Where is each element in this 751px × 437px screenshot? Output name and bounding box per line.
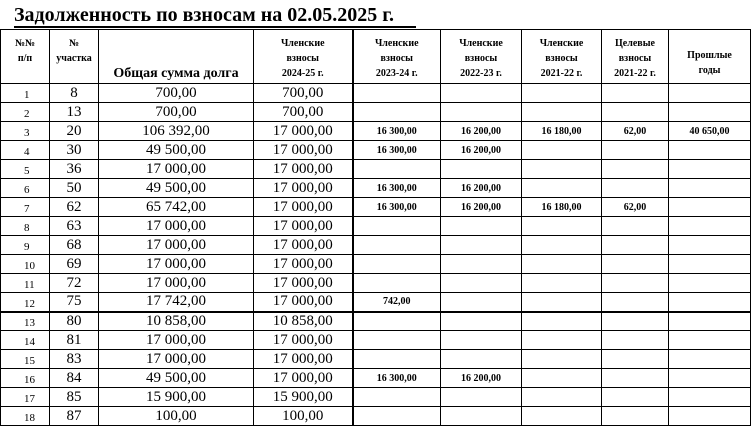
table-row <box>1 407 751 426</box>
header-m2024-line: 2024-25 г. <box>281 68 324 79</box>
plot-number-cell: 50 <box>50 179 99 198</box>
member-2022-23-cell <box>441 103 522 122</box>
member-2021-22-cell <box>522 84 602 103</box>
member-2022-23-cell <box>441 217 522 236</box>
total-debt-cell: 49 500,00 <box>99 179 254 198</box>
member-2021-22-cell <box>522 217 602 236</box>
header-num-line: №№ <box>14 38 36 49</box>
header-m2021-line: Членские <box>539 38 584 49</box>
total-debt-cell: 17 000,00 <box>99 160 254 179</box>
member-2024-25-cell: 17 000,00 <box>254 122 353 141</box>
header-m2022 <box>441 30 522 84</box>
past-years-cell <box>669 350 751 369</box>
member-2024-25-cell: 17 000,00 <box>254 198 353 217</box>
table-row <box>1 160 751 179</box>
member-2023-24-cell <box>353 274 441 293</box>
member-2021-22-cell <box>522 179 602 198</box>
row-index-cell: 8 <box>1 217 50 236</box>
member-2023-24-cell: 16 300,00 <box>353 122 441 141</box>
total-debt-cell: 17 000,00 <box>99 236 254 255</box>
past-years-cell <box>669 255 751 274</box>
row-index-cell: 14 <box>1 331 50 350</box>
header-past-line: Прошлые <box>687 50 732 61</box>
target-2021-22-cell <box>602 331 669 350</box>
past-years-cell <box>669 217 751 236</box>
row-index-cell: 4 <box>1 141 50 160</box>
member-2022-23-cell: 16 200,00 <box>441 369 522 388</box>
member-2024-25-cell: 17 000,00 <box>254 331 353 350</box>
member-2023-24-cell <box>353 103 441 122</box>
past-years-cell <box>669 388 751 407</box>
row-index-cell: 11 <box>1 274 50 293</box>
table-row <box>1 350 751 369</box>
header-m2023-line: 2023-24 г. <box>375 68 418 79</box>
member-2024-25-cell: 17 000,00 <box>254 293 353 312</box>
plot-number-cell: 81 <box>50 331 99 350</box>
member-2023-24-cell <box>353 312 441 331</box>
total-debt-cell: 17 000,00 <box>99 255 254 274</box>
past-years-cell <box>669 331 751 350</box>
member-2023-24-cell: 16 300,00 <box>353 179 441 198</box>
past-years-cell <box>669 103 751 122</box>
member-2022-23-cell <box>441 160 522 179</box>
row-index-cell: 13 <box>1 312 50 331</box>
table-row <box>1 312 751 331</box>
plot-number-cell: 80 <box>50 312 99 331</box>
plot-number-cell: 84 <box>50 369 99 388</box>
member-2021-22-cell <box>522 331 602 350</box>
past-years-cell <box>669 369 751 388</box>
past-years-cell <box>669 236 751 255</box>
member-2021-22-cell <box>522 103 602 122</box>
target-2021-22-cell <box>602 141 669 160</box>
member-2022-23-cell <box>441 350 522 369</box>
target-2021-22-cell <box>602 84 669 103</box>
member-2021-22-cell <box>522 407 602 426</box>
member-2024-25-cell: 700,00 <box>254 84 353 103</box>
total-debt-cell: 106 392,00 <box>99 122 254 141</box>
table-row <box>1 217 751 236</box>
member-2021-22-cell <box>522 274 602 293</box>
member-2023-24-cell: 16 300,00 <box>353 198 441 217</box>
table-row <box>1 141 751 160</box>
member-2021-22-cell <box>522 160 602 179</box>
row-index-cell: 12 <box>1 293 50 312</box>
past-years-cell <box>669 407 751 426</box>
plot-number-cell: 69 <box>50 255 99 274</box>
plot-number-cell: 68 <box>50 236 99 255</box>
total-debt-cell: 17 000,00 <box>99 331 254 350</box>
member-2023-24-cell <box>353 407 441 426</box>
past-years-cell <box>669 84 751 103</box>
header-t2021-line: взносы <box>618 53 652 64</box>
header-m2022-line: 2022-23 г. <box>460 68 502 79</box>
member-2024-25-cell: 17 000,00 <box>254 141 353 160</box>
header-m2021-line: 2021-22 г. <box>540 68 583 79</box>
row-index-cell: 10 <box>1 255 50 274</box>
plot-number-cell: 87 <box>50 407 99 426</box>
member-2024-25-cell: 17 000,00 <box>254 350 353 369</box>
row-index-cell: 16 <box>1 369 50 388</box>
row-index-cell: 5 <box>1 160 50 179</box>
member-2022-23-cell <box>441 331 522 350</box>
member-2022-23-cell <box>441 274 522 293</box>
member-2021-22-cell: 16 180,00 <box>522 122 602 141</box>
total-debt-cell: 17 742,00 <box>99 293 254 312</box>
total-debt-cell: 700,00 <box>99 84 254 103</box>
target-2021-22-cell <box>602 293 669 312</box>
total-debt-cell: 17 000,00 <box>99 217 254 236</box>
header-m2021-line: взносы <box>545 53 578 64</box>
header-m2021 <box>522 30 602 84</box>
target-2021-22-cell <box>602 160 669 179</box>
total-debt-cell: 17 000,00 <box>99 350 254 369</box>
table-row <box>1 293 751 312</box>
member-2022-23-cell <box>441 84 522 103</box>
member-2023-24-cell <box>353 160 441 179</box>
row-index-cell: 17 <box>1 388 50 407</box>
plot-number-cell: 13 <box>50 103 99 122</box>
plot-number-cell: 75 <box>50 293 99 312</box>
member-2024-25-cell: 10 858,00 <box>254 312 353 331</box>
page-title: Задолженность по взносам на 02.05.2025 г. <box>14 2 416 28</box>
member-2021-22-cell <box>522 350 602 369</box>
table-row <box>1 198 751 217</box>
header-m2022-line: взносы <box>464 53 498 64</box>
header-t2021 <box>602 30 669 84</box>
member-2022-23-cell <box>441 293 522 312</box>
header-plot-line: участка <box>56 53 92 64</box>
row-index-cell: 18 <box>1 407 50 426</box>
target-2021-22-cell <box>602 274 669 293</box>
target-2021-22-cell <box>602 369 669 388</box>
row-index-cell: 9 <box>1 236 50 255</box>
row-index-cell: 6 <box>1 179 50 198</box>
member-2022-23-cell: 16 200,00 <box>441 141 522 160</box>
past-years-cell <box>669 293 751 312</box>
past-years-cell <box>669 160 751 179</box>
table-row <box>1 255 751 274</box>
header-m2023 <box>353 30 441 84</box>
plot-number-cell: 62 <box>50 198 99 217</box>
target-2021-22-cell <box>602 236 669 255</box>
total-debt-cell: 100,00 <box>99 407 254 426</box>
member-2023-24-cell <box>353 388 441 407</box>
member-2024-25-cell: 17 000,00 <box>254 179 353 198</box>
member-2022-23-cell: 16 200,00 <box>441 122 522 141</box>
member-2021-22-cell: 16 180,00 <box>522 198 602 217</box>
table-body <box>1 84 751 426</box>
member-2024-25-cell: 15 900,00 <box>254 388 353 407</box>
header-m2023-line: Членские <box>374 38 419 49</box>
plot-number-cell: 85 <box>50 388 99 407</box>
header-t2021-line: Целевые <box>615 38 655 49</box>
member-2024-25-cell: 17 000,00 <box>254 274 353 293</box>
total-debt-cell: 17 000,00 <box>99 274 254 293</box>
debt-table <box>0 29 751 426</box>
header-m2024 <box>254 30 353 84</box>
plot-number-cell: 30 <box>50 141 99 160</box>
member-2021-22-cell <box>522 236 602 255</box>
table-row <box>1 179 751 198</box>
past-years-cell: 40 650,00 <box>669 122 751 141</box>
target-2021-22-cell <box>602 103 669 122</box>
header-t2021-line: 2021-22 г. <box>614 68 656 79</box>
row-index-cell: 3 <box>1 122 50 141</box>
member-2024-25-cell: 100,00 <box>254 407 353 426</box>
row-index-cell: 1 <box>1 84 50 103</box>
member-2022-23-cell: 16 200,00 <box>441 179 522 198</box>
member-2023-24-cell <box>353 255 441 274</box>
header-row <box>1 30 751 84</box>
member-2021-22-cell <box>522 312 602 331</box>
member-2023-24-cell: 742,00 <box>353 293 441 312</box>
total-debt-cell: 10 858,00 <box>99 312 254 331</box>
total-debt-cell: 700,00 <box>99 103 254 122</box>
member-2021-22-cell <box>522 369 602 388</box>
row-index-cell: 2 <box>1 103 50 122</box>
member-2023-24-cell <box>353 331 441 350</box>
header-m2022-line: Членские <box>459 38 503 49</box>
member-2021-22-cell <box>522 388 602 407</box>
target-2021-22-cell <box>602 388 669 407</box>
member-2023-24-cell <box>353 84 441 103</box>
plot-number-cell: 72 <box>50 274 99 293</box>
member-2021-22-cell <box>522 293 602 312</box>
table-row <box>1 388 751 407</box>
member-2024-25-cell: 17 000,00 <box>254 255 353 274</box>
table-row <box>1 369 751 388</box>
past-years-cell <box>669 274 751 293</box>
table-row <box>1 331 751 350</box>
member-2024-25-cell: 17 000,00 <box>254 369 353 388</box>
header-total: Общая сумма долга <box>99 30 254 84</box>
total-debt-cell: 15 900,00 <box>99 388 254 407</box>
past-years-cell <box>669 179 751 198</box>
member-2024-25-cell: 700,00 <box>254 103 353 122</box>
target-2021-22-cell <box>602 407 669 426</box>
row-index-cell: 7 <box>1 198 50 217</box>
member-2023-24-cell <box>353 217 441 236</box>
target-2021-22-cell <box>602 312 669 331</box>
member-2023-24-cell: 16 300,00 <box>353 141 441 160</box>
target-2021-22-cell <box>602 179 669 198</box>
header-m2024-line: взносы <box>286 53 319 64</box>
plot-number-cell: 63 <box>50 217 99 236</box>
plot-number-cell: 8 <box>50 84 99 103</box>
member-2024-25-cell: 17 000,00 <box>254 160 353 179</box>
member-2022-23-cell <box>441 255 522 274</box>
member-2022-23-cell: 16 200,00 <box>441 198 522 217</box>
past-years-cell <box>669 198 751 217</box>
header-past <box>669 30 751 84</box>
row-index-cell: 15 <box>1 350 50 369</box>
member-2022-23-cell <box>441 236 522 255</box>
header-m2024-line: Членские <box>280 38 325 49</box>
past-years-cell <box>669 312 751 331</box>
table-row <box>1 274 751 293</box>
member-2022-23-cell <box>441 312 522 331</box>
header-num-line: п/п <box>17 53 33 64</box>
table-row <box>1 103 751 122</box>
member-2024-25-cell: 17 000,00 <box>254 236 353 255</box>
plot-number-cell: 20 <box>50 122 99 141</box>
plot-number-cell: 83 <box>50 350 99 369</box>
member-2021-22-cell <box>522 141 602 160</box>
header-m2023-line: взносы <box>380 53 413 64</box>
member-2022-23-cell <box>441 407 522 426</box>
table-row <box>1 122 751 141</box>
member-2022-23-cell <box>441 388 522 407</box>
header-plot-line: № <box>68 38 80 49</box>
target-2021-22-cell <box>602 255 669 274</box>
total-debt-cell: 49 500,00 <box>99 369 254 388</box>
target-2021-22-cell: 62,00 <box>602 198 669 217</box>
header-past-line: годы <box>698 65 721 76</box>
member-2021-22-cell <box>522 255 602 274</box>
member-2023-24-cell <box>353 236 441 255</box>
table-row <box>1 84 751 103</box>
header-plot <box>50 30 99 84</box>
target-2021-22-cell: 62,00 <box>602 122 669 141</box>
total-debt-cell: 49 500,00 <box>99 141 254 160</box>
member-2023-24-cell: 16 300,00 <box>353 369 441 388</box>
member-2023-24-cell <box>353 350 441 369</box>
target-2021-22-cell <box>602 217 669 236</box>
member-2024-25-cell: 17 000,00 <box>254 217 353 236</box>
total-debt-cell: 65 742,00 <box>99 198 254 217</box>
plot-number-cell: 36 <box>50 160 99 179</box>
header-num <box>1 30 50 84</box>
past-years-cell <box>669 141 751 160</box>
table-row <box>1 236 751 255</box>
target-2021-22-cell <box>602 350 669 369</box>
